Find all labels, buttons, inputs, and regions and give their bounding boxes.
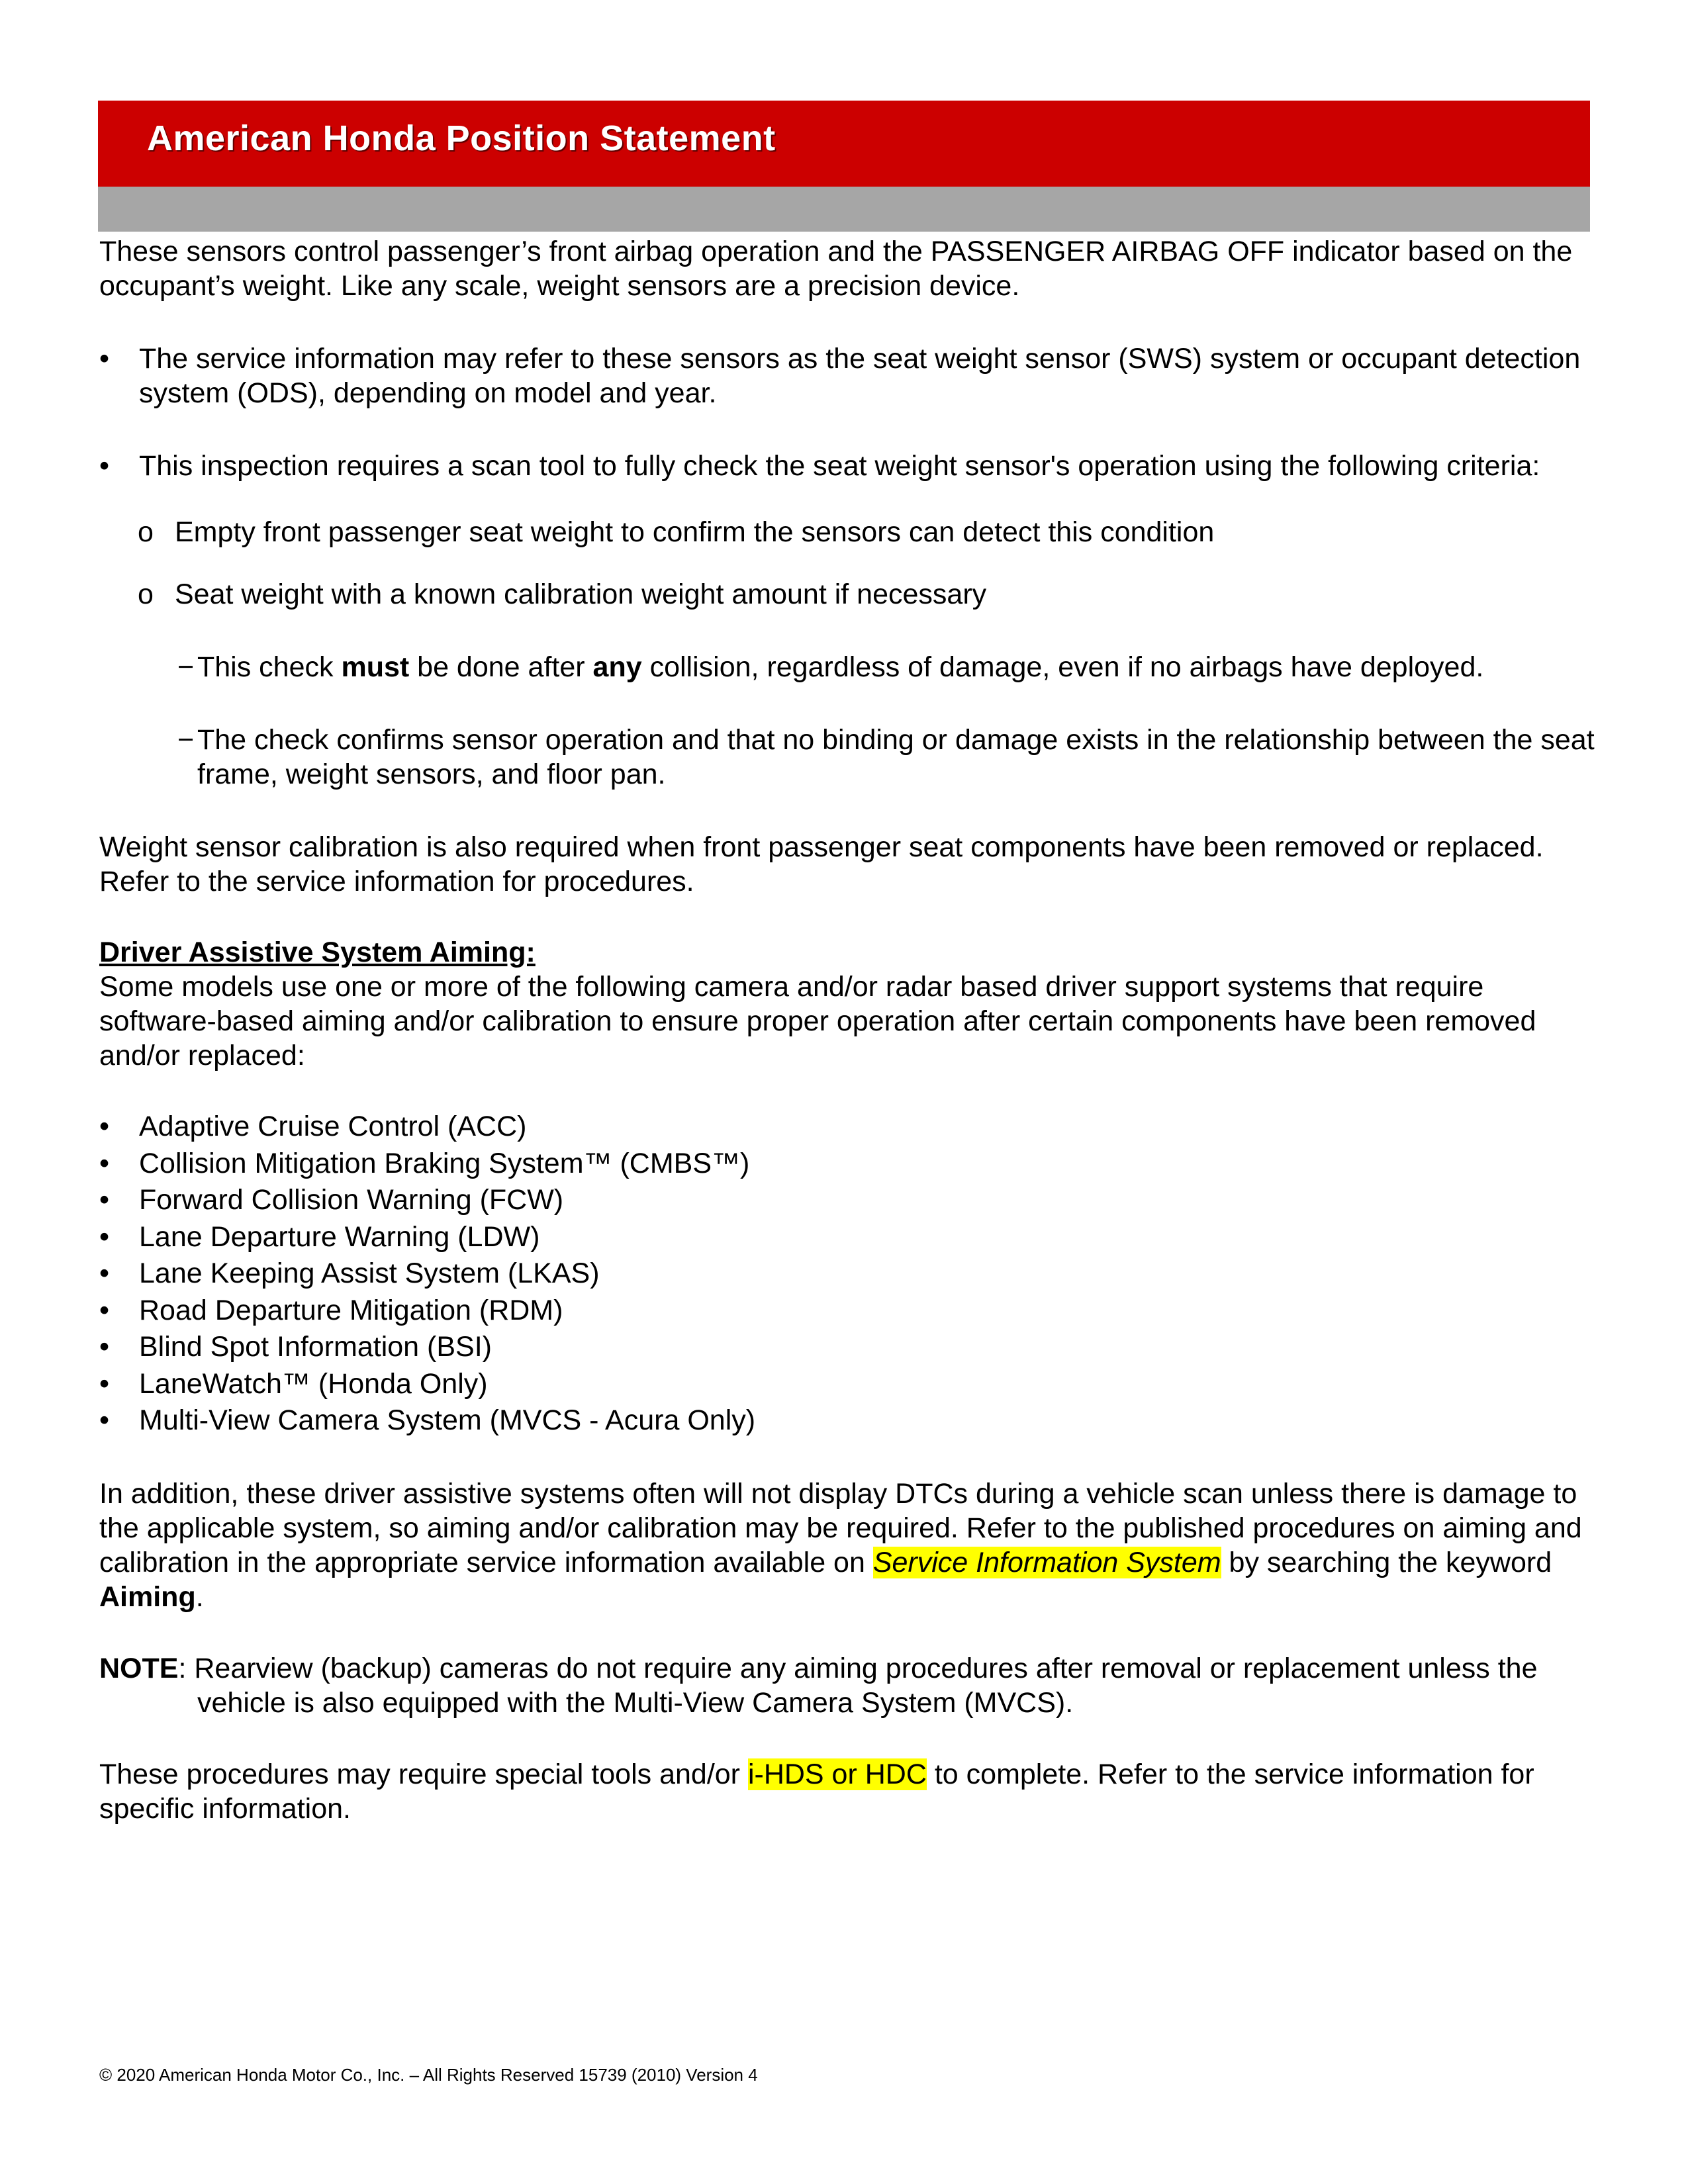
list-item bbox=[99, 723, 1595, 792]
bullet-text: This inspection requires a scan tool to fully check the seat weight sensor's operation using the following criteria: bbox=[139, 450, 1540, 482]
sub-bullet-text: Seat weight with a known calibration weight amount if necessary bbox=[175, 578, 987, 610]
dash-bullet-icon: − bbox=[177, 724, 195, 756]
bullet-icon: • bbox=[99, 1294, 110, 1326]
highlighted-tool-text: i-HDS or HDC bbox=[747, 1758, 927, 1790]
note-label: NOTE bbox=[99, 1652, 179, 1684]
dash-bullet-icon: − bbox=[177, 651, 195, 683]
list-item: • Lane Departure Warning (LDW) bbox=[99, 1219, 1595, 1256]
bullet-icon: • bbox=[99, 1147, 110, 1179]
tools-paragraph: These procedures may require special tools and/or i-HDS or HDC to complete. Refer to the service information for specific information. bbox=[99, 1758, 1534, 1825]
keyword-aiming: Aiming bbox=[99, 1580, 196, 1613]
bullet-icon: • bbox=[99, 1111, 110, 1142]
list-item: • Road Departure Mitigation (RDM) bbox=[99, 1293, 1595, 1330]
list-item: • Adaptive Cruise Control (ACC) bbox=[99, 1109, 1595, 1146]
bullet-icon: • bbox=[99, 1220, 110, 1253]
circle-bullet-icon: o bbox=[138, 578, 154, 610]
bullet-icon: • bbox=[99, 1184, 110, 1216]
header-band bbox=[98, 101, 1590, 187]
emphasis-any: any bbox=[592, 651, 642, 683]
bullet-icon: • bbox=[99, 1404, 110, 1436]
addition-paragraph: In addition, these driver assistive systems often will not display DTCs during a vehicle scan unless there is damage to the applicable system, so aiming and/or calibration may be required. Refer to the published procedures on aiming and calibration in the appropriate service information available on Service Information System by searching the keyword Aiming. bbox=[99, 1477, 1582, 1613]
systems-list bbox=[99, 1109, 1595, 1439]
intro-paragraph: These sensors control passenger’s front airbag operation and the PASSENGER AIRBAG OFF indicator based on the occupant’s weight. Like any scale, weight sensors are a precision device. bbox=[99, 236, 1573, 302]
bullet-icon: • bbox=[99, 343, 110, 375]
header-stripe bbox=[98, 187, 1590, 232]
list-item: − This check must be done after any collision, regardless of damage, even if no airbags have deployed. bbox=[177, 651, 1484, 683]
list-item bbox=[99, 515, 1595, 549]
list-item bbox=[99, 577, 1595, 612]
list-item: • LaneWatch™ (Honda Only) bbox=[99, 1366, 1595, 1403]
note-paragraph: NOTE: Rearview (backup) cameras do not require any aiming procedures after removal or replacement unless the vehicle is also equipped with the Multi-View Camera System (MVCS). bbox=[99, 1652, 1538, 1719]
bullet-icon: • bbox=[99, 450, 110, 482]
document-body bbox=[99, 234, 1595, 1826]
list-item bbox=[99, 341, 1595, 410]
list-item: • Multi-View Camera System (MVCS - Acura Only) bbox=[99, 1402, 1595, 1439]
bullet-icon: • bbox=[99, 1257, 110, 1289]
section-heading: Driver Assistive System Aiming: bbox=[99, 936, 536, 968]
dash-text: The check confirms sensor operation and that no binding or damage exists in the relationship between the seat frame, weight sensors, and floor pan. bbox=[197, 724, 1595, 790]
list-item: • Lane Keeping Assist System (LKAS) bbox=[99, 1255, 1595, 1293]
list-item: • Collision Mitigation Braking System™ (CMBS™) bbox=[99, 1146, 1595, 1183]
list-item: • Forward Collision Warning (FCW) bbox=[99, 1182, 1595, 1219]
aiming-intro-paragraph: Some models use one or more of the following camera and/or radar based driver support systems that require software-based aiming and/or calibration to ensure proper operation after certain components have been removed and/or replaced: bbox=[99, 971, 1536, 1071]
sub-bullet-text: Empty front passenger seat weight to confirm the sensors can detect this condition bbox=[175, 516, 1215, 548]
list-item: • Blind Spot Information (BSI) bbox=[99, 1329, 1595, 1366]
calibration-paragraph: Weight sensor calibration is also required when front passenger seat components have been removed or replaced. Refer to the service information for procedures. bbox=[99, 831, 1544, 897]
page-title: American Honda Position Statement bbox=[147, 118, 776, 158]
bullet-icon: • bbox=[99, 1331, 110, 1363]
emphasis-must: must bbox=[341, 651, 410, 683]
list-item bbox=[99, 449, 1595, 483]
highlighted-link-text: Service Information System bbox=[872, 1546, 1221, 1578]
copyright-footer: © 2020 American Honda Motor Co., Inc. – All Rights Reserved 15739 (2010) Version 4 bbox=[99, 2065, 758, 2085]
bullet-text: The service information may refer to these sensors as the seat weight sensor (SWS) system or occupant detection system (ODS), depending on model and year. bbox=[139, 343, 1581, 409]
circle-bullet-icon: o bbox=[138, 516, 154, 548]
bullet-icon: • bbox=[99, 1367, 110, 1400]
